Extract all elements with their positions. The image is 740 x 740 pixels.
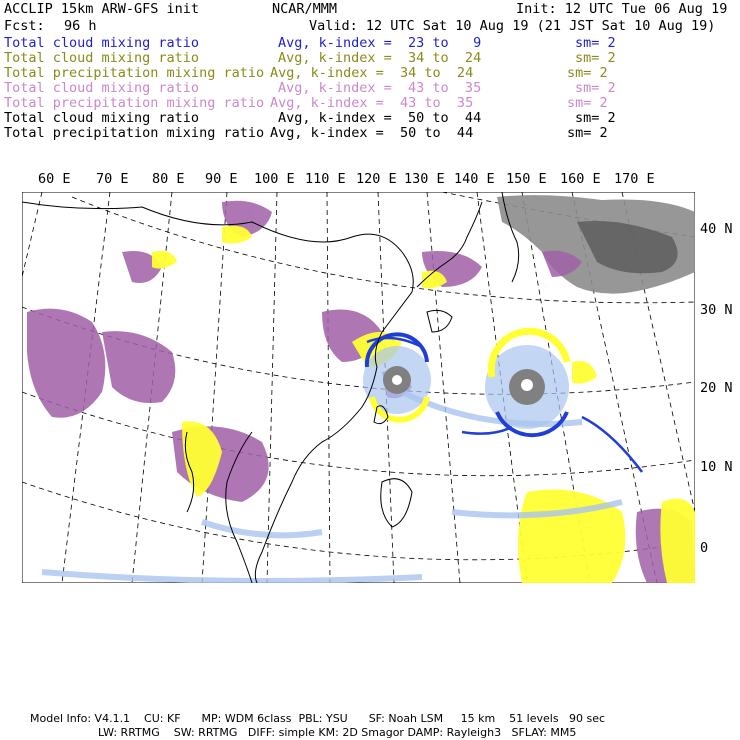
lon-label: 130 E [404,171,445,187]
model-info-line2: LW: RRTMG SW: RRTMG DIFF: simple KM: 2D Smagor DAMP: Rayleigh3 SFLAY: MM5 [98,726,577,739]
lon-label: 60 E [38,171,71,187]
lon-label: 150 E [506,171,547,187]
lat-label: 10 N [700,459,733,475]
lon-label: 80 E [152,171,185,187]
lat-label: 40 N [700,221,733,237]
legend-sm: sm= 2 [575,35,616,51]
legend-label: Total cloud mixing ratio [4,50,200,66]
legend-sm: sm= 2 [567,125,608,141]
legend-sm: sm= 2 [575,50,616,66]
legend-label: Total cloud mixing ratio [4,110,200,126]
legend-label: Total precipitation mixing ratio [4,95,265,111]
lon-label: 140 E [454,171,495,187]
legend-avg: Avg, k-index = 23 to 9 [278,35,482,51]
legend-avg: Avg, k-index = 34 to 24 [278,50,482,66]
lon-label: 120 E [356,171,397,187]
lon-label: 110 E [305,171,346,187]
model-title: ACCLIP 15km ARW-GFS init [4,1,200,17]
valid-time: Valid: 12 UTC Sat 10 Aug 19 (21 JST Sat 10 Aug 19) [309,18,716,34]
legend-label: Total cloud mixing ratio [4,35,200,51]
legend-sm: sm= 2 [567,95,608,111]
lon-label: 160 E [560,171,601,187]
lat-label: 30 N [700,302,733,318]
lat-label: 20 N [700,380,733,396]
typhoon-west [363,334,431,419]
legend-label: Total cloud mixing ratio [4,80,200,96]
fcst-value: 96 h [64,18,97,34]
lon-label: 90 E [205,171,238,187]
legend-avg: Avg, k-index = 43 to 35 [270,95,474,111]
org-label: NCAR/MMM [272,1,338,17]
init-time: Init: 12 UTC Tue 06 Aug 19 [516,1,728,17]
legend-sm: sm= 2 [567,65,608,81]
lon-label: 70 E [96,171,129,187]
legend-sm: sm= 2 [575,80,616,96]
legend-sm: sm= 2 [575,110,616,126]
legend-label: Total precipitation mixing ratio [4,125,265,141]
legend-label: Total precipitation mixing ratio [4,65,265,81]
legend-avg: Avg, k-index = 50 to 44 [278,110,482,126]
lon-label: 170 E [614,171,655,187]
lat-label: 0 [700,540,709,556]
legend-avg: Avg, k-index = 34 to 24 [270,65,474,81]
legend-avg: Avg, k-index = 50 to 44 [270,125,474,141]
lon-label: 100 E [254,171,295,187]
legend-avg: Avg, k-index = 43 to 35 [278,80,482,96]
model-info-line1: Model Info: V4.1.1 CU: KF MP: WDM 6class PBL: YSU SF: Noah LSM 15 km 51 levels 90 sec [30,712,606,725]
fcst-label: Fcst: [4,18,45,34]
forecast-map [22,192,695,583]
